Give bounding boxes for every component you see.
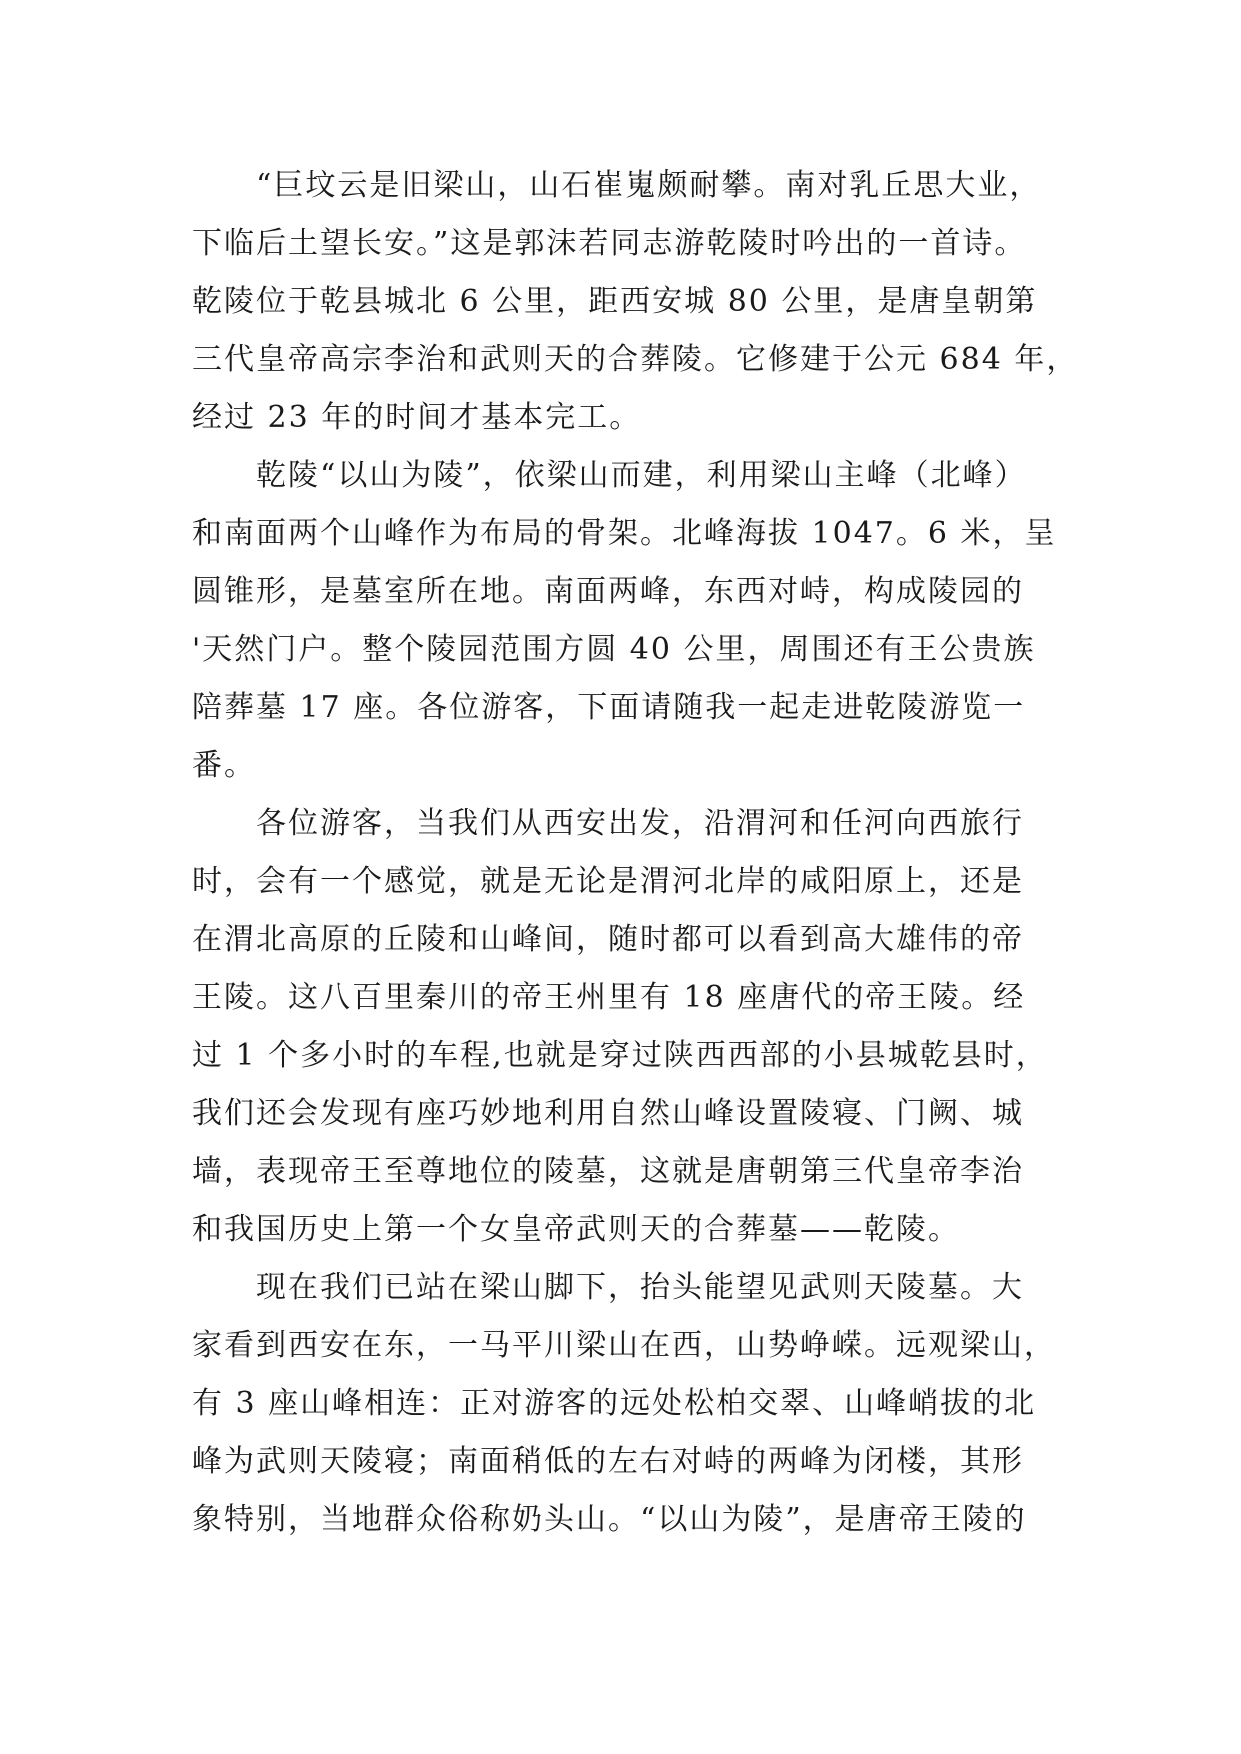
text-line: '天然门户。整个陵园范围方圆 40 公里，周围还有王公贵族: [192, 632, 1036, 667]
text-line: 番。: [192, 748, 256, 783]
text-line: 陪葬墓 17 座。各位游客，下面请随我一起走进乾陵游览一: [192, 690, 1026, 725]
text-line: 和我国历史上第一个女皇帝武则天的合葬墓——乾陵。: [192, 1212, 960, 1247]
text-line: 各位游客，当我们从西安出发，沿渭河和任河向西旅行: [256, 806, 1024, 841]
text-line: 下临后土望长安。”这是郭沫若同志游乾陵时吟出的一首诗。: [192, 226, 1027, 261]
text-line: 家看到西安在东，一马平川梁山在西，山势峥嵘。远观梁山，: [192, 1328, 1056, 1363]
paragraph-1: [192, 157, 1079, 447]
paragraph-3: [192, 795, 1072, 1259]
text-line: 象特别，当地群众俗称奶头山。“以山为陵”，是唐帝王陵的: [192, 1502, 1027, 1537]
text-line: 墙，表现帝王至尊地位的陵墓，这就是唐朝第三代皇帝李治: [192, 1154, 1024, 1189]
document-body: [192, 157, 1079, 1549]
text-line: 我们还会发现有座巧妙地利用自然山峰设置陵寝、门阙、城: [192, 1096, 1024, 1131]
text-line: 圆锥形，是墓室所在地。南面两峰，东西对峙，构成陵园的: [192, 574, 1024, 609]
text-line: 乾陵位于乾县城北 6 公里，距西安城 80 公里，是唐皇朝第: [192, 284, 1038, 319]
paragraph-4: [192, 1259, 1072, 1549]
text-line: “巨坟云是旧梁山，山石崔嵬颇耐攀。南对乳丘思大业，: [256, 168, 1042, 203]
text-line: 峰为武则天陵寝；南面稍低的左右对峙的两峰为闭楼，其形: [192, 1444, 1024, 1479]
text-line: 经过 23 年的时间才基本完工。: [192, 400, 642, 435]
text-line: 乾陵“以山为陵”，依梁山而建，利用梁山主峰（北峰）: [256, 458, 1027, 493]
text-line: 和南面两个山峰作为布局的骨架。北峰海拔 1047。6 米，呈: [192, 516, 1057, 551]
text-line: 三代皇帝高宗李治和武则天的合葬陵。它修建于公元 684 年，: [192, 342, 1079, 377]
text-line: 过 1 个多小时的车程,也就是穿过陕西西部的小县城乾县时，: [192, 1038, 1048, 1073]
text-line: 王陵。这八百里秦川的帝王州里有 18 座唐代的帝王陵。经: [192, 980, 1026, 1015]
text-line: 现在我们已站在梁山脚下，抬头能望见武则天陵墓。大: [256, 1270, 1024, 1305]
text-line: 在渭北高原的丘陵和山峰间，随时都可以看到高大雄伟的帝: [192, 922, 1024, 957]
text-line: 时，会有一个感觉，就是无论是渭河北岸的咸阳原上，还是: [192, 864, 1024, 899]
text-line: 有 3 座山峰相连：正对游客的远处松柏交翠、山峰峭拔的北: [192, 1386, 1037, 1421]
paragraph-2: [192, 447, 1072, 795]
